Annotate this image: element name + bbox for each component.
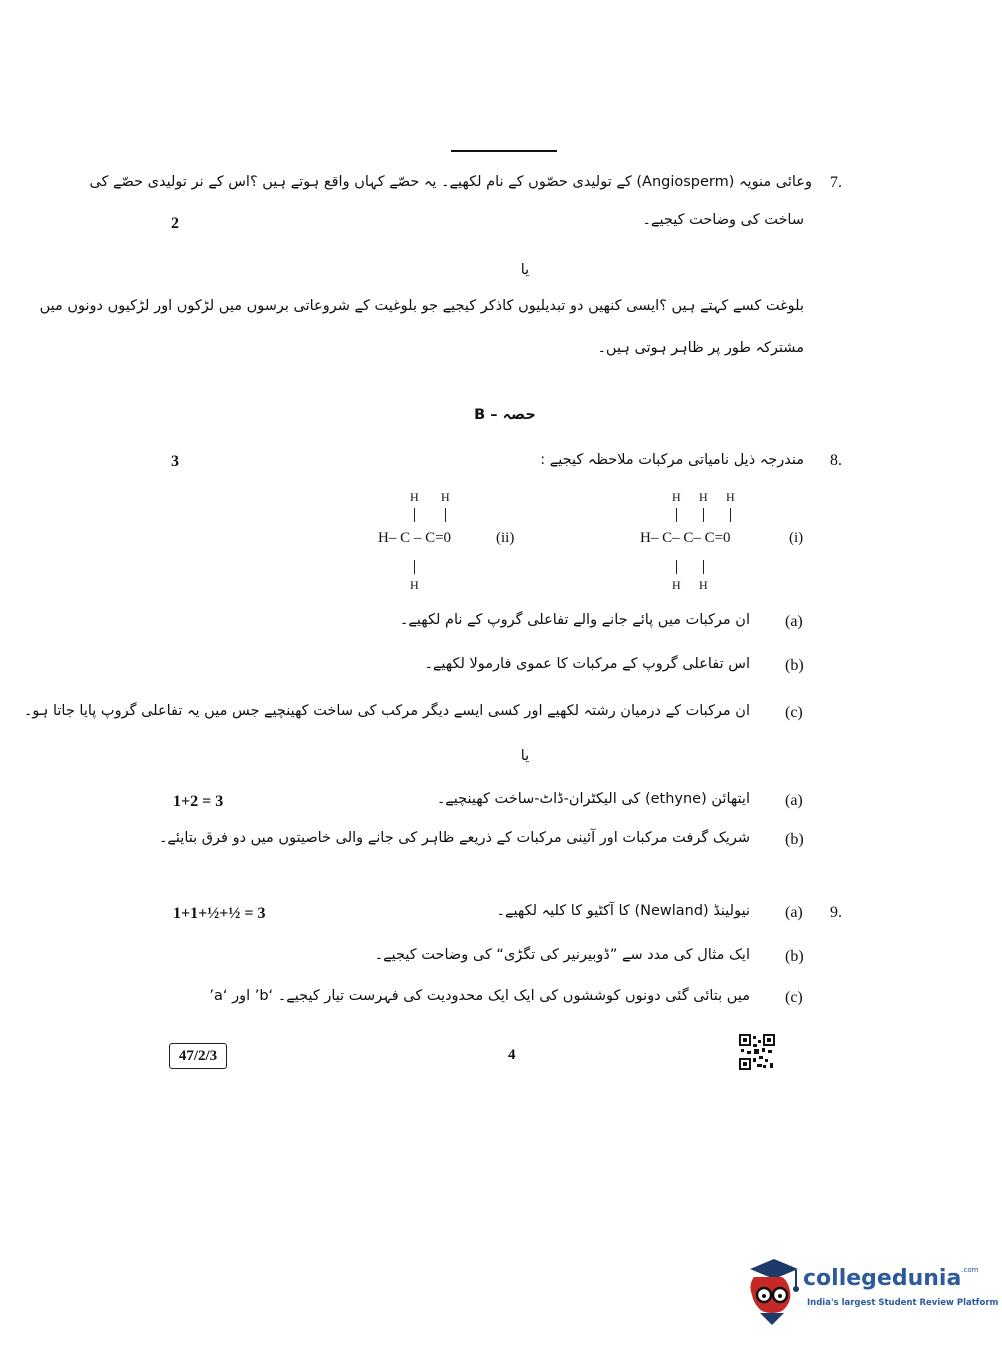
bond-line bbox=[445, 508, 446, 522]
q9-c-text: ’a‘ اور ’b‘ میں بتائی گئی دونوں کوششوں کی ایک ایک محدودیت کی فہرست تیار کیجیے۔ bbox=[209, 988, 750, 1004]
q7-line1: وعائی منویہ (Angiosperm) کے تولیدی حصّوں کے نام لکھیے۔ یہ حصّے کہاں واقع ہوتے ہیں ؟اس کے نر تولیدی حصّے کی bbox=[89, 174, 812, 190]
compound-ii-label: (ii) bbox=[496, 530, 515, 546]
q9-b-label: (b) bbox=[785, 948, 804, 965]
qr-code-icon bbox=[739, 1034, 775, 1070]
bond-line bbox=[703, 508, 704, 522]
bond-line bbox=[414, 560, 415, 574]
q9-a-label: (a) bbox=[785, 904, 803, 921]
compound-ii-h-top-2: H bbox=[441, 490, 450, 504]
section-b-heading: حصہ – B bbox=[474, 407, 536, 423]
bond-line bbox=[703, 560, 704, 574]
q7-or: یا bbox=[520, 262, 530, 278]
paper-code-box: 47/2/3 bbox=[169, 1043, 227, 1069]
q8-marks: 3 bbox=[171, 453, 179, 470]
bond-line bbox=[414, 508, 415, 522]
q8-or: یا bbox=[520, 748, 530, 764]
q7-line2: ساخت کی وضاحت کیجیے۔ bbox=[642, 212, 804, 228]
q9-a-text: نیولینڈ (Newland) کا آکٹیو کا کلیہ لکھیے۔ bbox=[496, 903, 750, 919]
q8-a-label: (a) bbox=[785, 613, 803, 630]
q7-alt-line2: مشترکہ طور پر ظاہر ہوتی ہیں۔ bbox=[597, 340, 804, 356]
q7-marks: 2 bbox=[171, 215, 179, 232]
compound-ii bbox=[378, 490, 498, 590]
compound-i-h-bottom-2: H bbox=[699, 578, 708, 592]
bond-line bbox=[676, 560, 677, 574]
q8-c-text: ان مرکبات کے درمیان رشتہ لکھیے اور کسی ایسے دیگر مرکب کی ساخت کھینچیے جس میں یہ تفاعلی گروپ پایا جاتا ہو۔ bbox=[23, 703, 750, 719]
q8-intro: مندرجہ ذیل نامیاتی مرکبات ملاحظہ کیجیے : bbox=[540, 452, 804, 468]
brand-name bbox=[803, 1266, 978, 1291]
brand-tagline: India's largest Student Review Platform bbox=[807, 1298, 999, 1308]
q8-or-b-label: (b) bbox=[785, 831, 804, 848]
compound-i-label: (i) bbox=[789, 530, 804, 546]
compound-i-h-top-1: H bbox=[672, 490, 681, 504]
q9-c-label: (c) bbox=[785, 989, 803, 1006]
compound-ii-h-bottom-1: H bbox=[410, 578, 419, 592]
collegedunia-logo-icon bbox=[742, 1255, 802, 1327]
q8-or-a-text: ایتھائن (ethyne) کی الیکٹران-ڈاٹ-ساخت کھینچیے۔ bbox=[436, 791, 750, 807]
compound-i-h-bottom-1: H bbox=[672, 578, 681, 592]
compound-i-h-top-2: H bbox=[699, 490, 708, 504]
q8-a-text: ان مرکبات میں پائے جانے والے تفاعلی گروپ کے نام لکھیے۔ bbox=[399, 612, 750, 628]
q9-marks: 1+1+½+½ = 3 bbox=[173, 905, 266, 922]
q7-number: 7. bbox=[830, 174, 842, 191]
compound-i bbox=[640, 490, 780, 590]
q8-b-text: اس تفاعلی گروپ کے مرکبات کا عموی فارمولا لکھیے۔ bbox=[424, 656, 750, 672]
q8-or-a-marks: 1+2 = 3 bbox=[173, 793, 224, 810]
compound-ii-formula: H– C – C=0 bbox=[378, 530, 452, 546]
q8-or-b-text: شریک گرفت مرکبات اور آئینی مرکبات کے ذریعے ظاہر کی جانے والی خاصیتوں میں دو فرق بتایئے۔ bbox=[158, 830, 750, 846]
page-number: 4 bbox=[508, 1047, 516, 1063]
top-divider bbox=[451, 150, 557, 152]
q9-b-text: ایک مثال کی مدد سے ”ڈوبیرنیر کی تگڑی“ کی وضاحت کیجیے۔ bbox=[374, 947, 750, 963]
compound-ii-h-top-1: H bbox=[410, 490, 419, 504]
q8-or-a-label: (a) bbox=[785, 792, 803, 809]
bond-line bbox=[676, 508, 677, 522]
brand-name-text: collegedunia bbox=[803, 1266, 962, 1291]
q8-c-label: (c) bbox=[785, 704, 803, 721]
q8-number: 8. bbox=[830, 452, 842, 469]
bond-line bbox=[730, 508, 731, 522]
q9-number: 9. bbox=[830, 904, 842, 921]
compound-i-formula: H– C– C– C=0 bbox=[640, 530, 731, 546]
q7-alt-line1: بلوغت کسے کہتے ہیں ؟ایسی کنھیں دو تبدیلیوں کاذکر کیجیے جو بلوغیت کے شروعاتی برسوں میں لڑکوں اور لڑکیوں دونوں میں bbox=[39, 298, 804, 314]
q8-b-label: (b) bbox=[785, 657, 804, 674]
compound-i-h-top-3: H bbox=[726, 490, 735, 504]
brand-suffix: .com bbox=[961, 1266, 979, 1274]
